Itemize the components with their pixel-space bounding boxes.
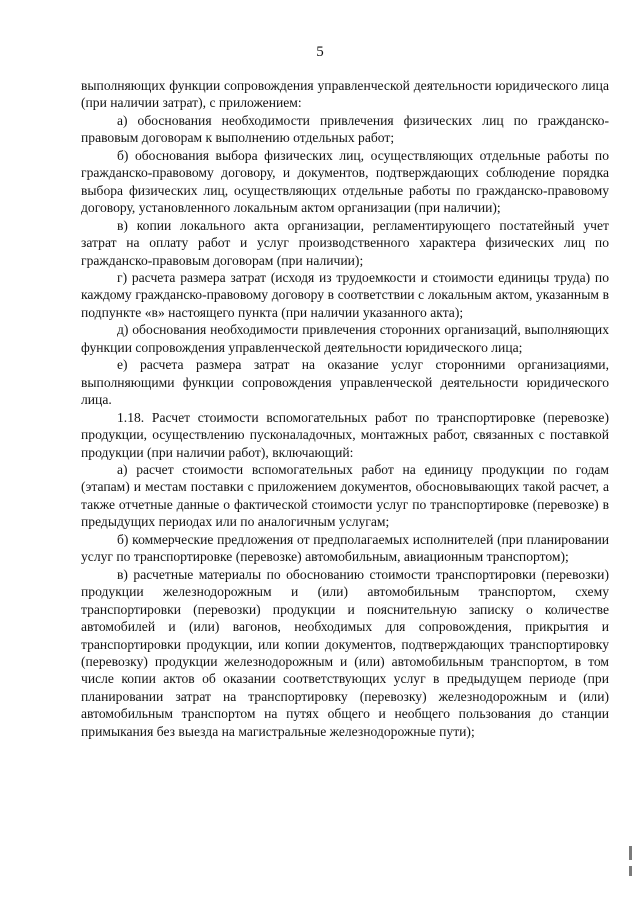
scan-edge-mark — [629, 866, 632, 876]
paragraph: в) копии локального акта организации, регламентирующего постатейный учет затрат на оплату работ и услуг производственного характера физических лиц по гражданско-правовым договорам (при наличии); — [81, 217, 609, 268]
page-number: 5 — [316, 44, 324, 60]
paragraph: б) коммерческие предложения от предполагаемых исполнителей (при планировании услуг по транспортировке (перевозке) автомобильным, авиационным транспортом); — [81, 531, 609, 565]
document-body — [81, 77, 609, 740]
paragraph: выполняющих функции сопровождения управленческой деятельности юридического лица (при наличии затрат), с приложением: — [81, 78, 609, 111]
paragraph: б) обоснования выбора физических лиц, осуществляющих отдельные работы по гражданско-правовому договору, и документов, подтверждающих соблюдение порядка выбора физических лиц, осуществляющих отдельные работы по гражданско-правовому договору, установленного локальным актом организации (при наличии); — [81, 147, 609, 216]
paragraph: е) расчета размера затрат на оказание услуг сторонними организациями, выполняющими функции сопровождения управленческой деятельности юридического лица. — [81, 357, 609, 408]
scan-edge-mark — [629, 846, 632, 860]
paragraph: в) расчетные материалы по обоснованию стоимости транспортировки (перевозки) продукции железнодорожным и (или) автомобильным транспортом, схему транспортировки (перевозки) продукции и пояснительную записку о количестве автомобилей и (или) вагонов, необходимых для сопровождения, прикрытия и транспортировки продукции, или копии документов, подтверждающих транспортировку (перевозку) продукции железнодорожным и (или) автомобильным транспортом, в том числе копии актов об оказании соответствующих услуг в предыдущем периоде (при планировании затрат на транспортировку (перевозку) железнодорожным и (или) автомобильным транспортом на путях общего и необщего пользования до станции примыкания без выезда на магистральные железнодорожные пути); — [81, 566, 609, 739]
paragraph: а) расчет стоимости вспомогательных работ на единицу продукции по годам (этапам) и местам поставки с приложением документов, обосновывающих такой расчет, а также отчетные данные о фактической стоимости услуг по транспортировке (перевозке) в предыдущих периодах или по аналогичным услугам; — [81, 461, 609, 530]
paragraph: д) обоснования необходимости привлечения сторонних организаций, выполняющих функции сопровождения управленческой деятельности юридического лица; — [81, 322, 609, 355]
paragraph: г) расчета размера затрат (исходя из трудоемкости и стоимости единицы труда) по каждому гражданско-правовому договору в соответствии с локальным актом, указанным в подпункте «в» настоящего пункта (при наличии указанного акта); — [81, 269, 609, 320]
paragraph: 1.18. Расчет стоимости вспомогательных работ по транспортировке (перевозке) продукции, осуществлению пусконаладочных, монтажных работ, связанных с поставкой продукции (при наличии работ), включающий: — [81, 409, 609, 460]
paragraph: а) обоснования необходимости привлечения физических лиц по гражданско-правовым договорам к выполнению отдельных работ; — [81, 112, 609, 146]
